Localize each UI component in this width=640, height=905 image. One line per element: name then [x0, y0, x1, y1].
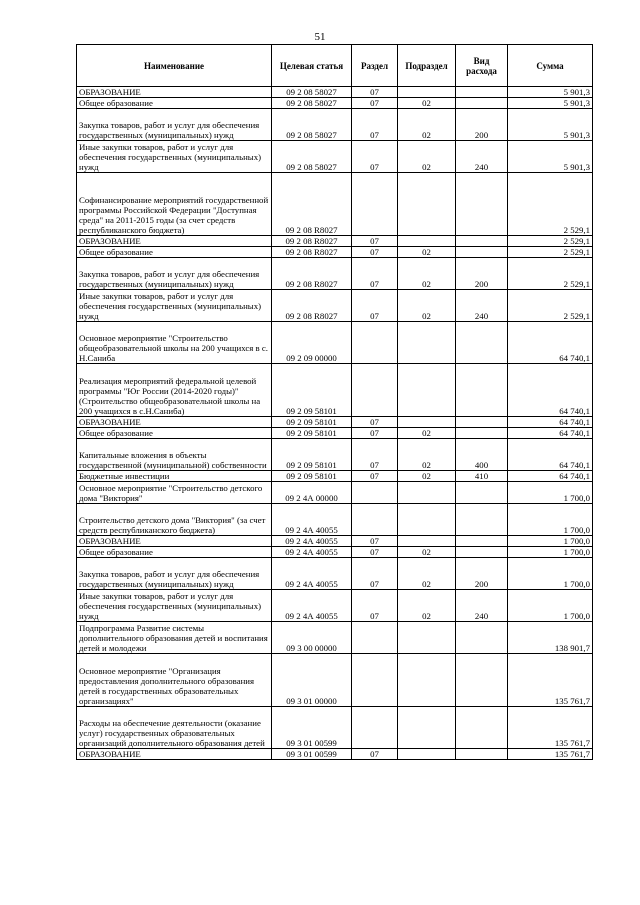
cell-subsection: 02 — [398, 428, 456, 439]
cell-exp-type — [456, 749, 508, 760]
cell-name: Закупка товаров, работ и услуг для обеспечения государственных (муниципальных) нужд — [77, 558, 272, 590]
cell-exp-type — [456, 504, 508, 536]
cell-amount: 138 901,7 — [508, 622, 593, 654]
cell-section — [352, 707, 398, 749]
cell-exp-type — [456, 173, 508, 236]
cell-amount: 1 700,0 — [508, 547, 593, 558]
cell-target: 09 2 08 58027 — [272, 109, 352, 141]
cell-section — [352, 504, 398, 536]
table-row — [77, 109, 593, 141]
cell-exp-type — [456, 364, 508, 417]
cell-section — [352, 654, 398, 707]
cell-exp-type — [456, 247, 508, 258]
cell-amount: 2 529,1 — [508, 236, 593, 247]
cell-name: ОБРАЗОВАНИЕ — [77, 236, 272, 247]
cell-amount: 1 700,0 — [508, 536, 593, 547]
cell-target: 09 2 08 R8027 — [272, 258, 352, 290]
table-row — [77, 707, 593, 749]
table-row — [77, 98, 593, 109]
cell-amount: 64 740,1 — [508, 417, 593, 428]
table-row — [77, 439, 593, 471]
table-row — [77, 290, 593, 322]
cell-section: 07 — [352, 536, 398, 547]
cell-name: Закупка товаров, работ и услуг для обеспечения государственных (муниципальных) нужд — [77, 109, 272, 141]
cell-name: Иные закупки товаров, работ и услуг для обеспечения государственных (муниципальных) нужд — [77, 290, 272, 322]
cell-subsection — [398, 417, 456, 428]
page-number: 51 — [314, 31, 326, 43]
header-subsection: Подраздел — [398, 45, 456, 87]
cell-subsection — [398, 482, 456, 504]
cell-section: 07 — [352, 258, 398, 290]
cell-target: 09 2 4А 40055 — [272, 536, 352, 547]
cell-exp-type — [456, 536, 508, 547]
cell-section — [352, 364, 398, 417]
cell-amount: 2 529,1 — [508, 290, 593, 322]
cell-subsection: 02 — [398, 439, 456, 471]
cell-name: Основное мероприятие "Организация предоставления дополнительного образования детей в государственных образовательных организациях" — [77, 654, 272, 707]
cell-target: 09 2 08 R8027 — [272, 290, 352, 322]
table-row — [77, 236, 593, 247]
cell-section: 07 — [352, 547, 398, 558]
cell-subsection: 02 — [398, 109, 456, 141]
cell-amount: 64 740,1 — [508, 439, 593, 471]
cell-exp-type: 240 — [456, 141, 508, 173]
cell-target: 09 3 01 00599 — [272, 707, 352, 749]
cell-exp-type: 200 — [456, 558, 508, 590]
cell-name: Реализация мероприятий федеральной целевой программы "Юг России (2014-2020 годы)" (Строительство общеобразовательной школы на 200 учащихся в с.Н.Саниба) — [77, 364, 272, 417]
cell-target: 09 2 08 R8027 — [272, 236, 352, 247]
cell-name: Бюджетные инвестиции — [77, 471, 272, 482]
cell-target: 09 3 00 00000 — [272, 622, 352, 654]
table-row — [77, 504, 593, 536]
cell-name: Общее образование — [77, 247, 272, 258]
cell-section: 07 — [352, 749, 398, 760]
cell-section — [352, 173, 398, 236]
cell-section — [352, 322, 398, 364]
cell-amount: 135 761,7 — [508, 707, 593, 749]
cell-target: 09 2 09 58101 — [272, 364, 352, 417]
cell-section: 07 — [352, 439, 398, 471]
cell-name: Общее образование — [77, 98, 272, 109]
cell-subsection — [398, 654, 456, 707]
header-amount: Сумма — [508, 45, 593, 87]
cell-amount: 5 901,3 — [508, 141, 593, 173]
cell-subsection — [398, 622, 456, 654]
cell-name: ОБРАЗОВАНИЕ — [77, 536, 272, 547]
cell-section: 07 — [352, 98, 398, 109]
cell-subsection — [398, 749, 456, 760]
cell-name: Строительство детского дома "Виктория" (за счет средств республиканского бюджета) — [77, 504, 272, 536]
cell-subsection — [398, 504, 456, 536]
cell-section: 07 — [352, 558, 398, 590]
cell-amount: 64 740,1 — [508, 428, 593, 439]
cell-section: 07 — [352, 109, 398, 141]
cell-target: 09 2 08 58027 — [272, 141, 352, 173]
cell-section: 07 — [352, 417, 398, 428]
cell-section: 07 — [352, 87, 398, 98]
cell-subsection — [398, 87, 456, 98]
cell-subsection: 02 — [398, 141, 456, 173]
cell-name: Иные закупки товаров, работ и услуг для обеспечения государственных (муниципальных) нужд — [77, 590, 272, 622]
cell-amount: 64 740,1 — [508, 364, 593, 417]
cell-amount: 2 529,1 — [508, 258, 593, 290]
cell-subsection — [398, 364, 456, 417]
cell-target: 09 2 08 R8027 — [272, 173, 352, 236]
cell-amount: 1 700,0 — [508, 504, 593, 536]
cell-exp-type — [456, 428, 508, 439]
cell-exp-type: 200 — [456, 258, 508, 290]
table-row — [77, 173, 593, 236]
cell-subsection — [398, 707, 456, 749]
cell-subsection: 02 — [398, 590, 456, 622]
table-row — [77, 87, 593, 98]
cell-exp-type — [456, 98, 508, 109]
cell-target: 09 3 01 00599 — [272, 749, 352, 760]
budget-table — [76, 44, 593, 760]
cell-subsection: 02 — [398, 247, 456, 258]
table-header-row — [77, 45, 593, 87]
cell-amount: 5 901,3 — [508, 87, 593, 98]
cell-target: 09 2 4А 40055 — [272, 558, 352, 590]
cell-amount: 1 700,0 — [508, 558, 593, 590]
table-row — [77, 417, 593, 428]
table-row — [77, 536, 593, 547]
cell-subsection: 02 — [398, 558, 456, 590]
table-row — [77, 322, 593, 364]
cell-name: Подпрограмма Развитие системы дополнительного образования детей и воспитания детей и молодежи — [77, 622, 272, 654]
cell-amount: 135 761,7 — [508, 749, 593, 760]
cell-name: Иные закупки товаров, работ и услуг для обеспечения государственных (муниципальных) нужд — [77, 141, 272, 173]
cell-subsection: 02 — [398, 98, 456, 109]
cell-name: ОБРАЗОВАНИЕ — [77, 87, 272, 98]
cell-exp-type — [456, 87, 508, 98]
cell-subsection — [398, 322, 456, 364]
table-row — [77, 364, 593, 417]
cell-exp-type: 410 — [456, 471, 508, 482]
cell-target: 09 2 4А 40055 — [272, 590, 352, 622]
cell-exp-type — [456, 482, 508, 504]
cell-section: 07 — [352, 290, 398, 322]
cell-amount: 1 700,0 — [508, 482, 593, 504]
cell-section: 07 — [352, 590, 398, 622]
cell-section: 07 — [352, 471, 398, 482]
cell-name: Капитальные вложения в объекты государственной (муниципальной) собственности — [77, 439, 272, 471]
cell-target: 09 2 09 58101 — [272, 471, 352, 482]
cell-exp-type: 400 — [456, 439, 508, 471]
table-row — [77, 547, 593, 558]
cell-section — [352, 622, 398, 654]
cell-amount: 64 740,1 — [508, 322, 593, 364]
cell-name: Основное мероприятие "Строительство детского дома "Виктория" — [77, 482, 272, 504]
header-exp-type: Вид расхода — [456, 45, 508, 87]
table-row — [77, 471, 593, 482]
cell-exp-type — [456, 654, 508, 707]
cell-section: 07 — [352, 236, 398, 247]
cell-subsection — [398, 536, 456, 547]
cell-target: 09 2 4А 40055 — [272, 547, 352, 558]
header-target: Целевая статья — [272, 45, 352, 87]
cell-exp-type — [456, 622, 508, 654]
table-row — [77, 622, 593, 654]
cell-amount: 5 901,3 — [508, 109, 593, 141]
cell-section — [352, 482, 398, 504]
cell-exp-type — [456, 417, 508, 428]
cell-exp-type — [456, 322, 508, 364]
table-row — [77, 590, 593, 622]
cell-name: Общее образование — [77, 428, 272, 439]
cell-subsection — [398, 236, 456, 247]
table-row — [77, 654, 593, 707]
cell-exp-type — [456, 707, 508, 749]
cell-exp-type: 240 — [456, 590, 508, 622]
header-name: Наименование — [77, 45, 272, 87]
cell-target: 09 2 4А 00000 — [272, 482, 352, 504]
cell-target: 09 2 09 58101 — [272, 439, 352, 471]
cell-exp-type: 200 — [456, 109, 508, 141]
cell-amount: 135 761,7 — [508, 654, 593, 707]
cell-subsection: 02 — [398, 471, 456, 482]
cell-name: Расходы на обеспечение деятельности (оказание услуг) государственных образовательных организаций дополнительного образования детей — [77, 707, 272, 749]
cell-target: 09 2 08 58027 — [272, 98, 352, 109]
cell-section: 07 — [352, 428, 398, 439]
cell-exp-type — [456, 236, 508, 247]
cell-amount: 64 740,1 — [508, 471, 593, 482]
cell-section: 07 — [352, 141, 398, 173]
table-row — [77, 247, 593, 258]
table-row — [77, 482, 593, 504]
cell-name: ОБРАЗОВАНИЕ — [77, 749, 272, 760]
table-row — [77, 258, 593, 290]
cell-target: 09 2 08 58027 — [272, 87, 352, 98]
cell-target: 09 3 01 00000 — [272, 654, 352, 707]
cell-amount: 2 529,1 — [508, 247, 593, 258]
cell-name: Основное мероприятие "Строительство общеобразовательной школы на 200 учащихся в с. Н.Саниба — [77, 322, 272, 364]
cell-subsection — [398, 173, 456, 236]
table-row — [77, 558, 593, 590]
cell-subsection: 02 — [398, 258, 456, 290]
cell-subsection: 02 — [398, 547, 456, 558]
table-row — [77, 428, 593, 439]
table-row — [77, 141, 593, 173]
cell-name: Закупка товаров, работ и услуг для обеспечения государственных (муниципальных) нужд — [77, 258, 272, 290]
cell-subsection: 02 — [398, 290, 456, 322]
header-section: Раздел — [352, 45, 398, 87]
cell-target: 09 2 09 58101 — [272, 428, 352, 439]
cell-amount: 1 700,0 — [508, 590, 593, 622]
cell-target: 09 2 08 R8027 — [272, 247, 352, 258]
table-row — [77, 749, 593, 760]
cell-name: Софинансирование мероприятий государственной программы Российской Федерации "Доступная среда" на 2011-2015 годы (за счет средств республиканского бюджета) — [77, 173, 272, 236]
cell-target: 09 2 09 58101 — [272, 417, 352, 428]
cell-amount: 5 901,3 — [508, 98, 593, 109]
cell-section: 07 — [352, 247, 398, 258]
cell-name: ОБРАЗОВАНИЕ — [77, 417, 272, 428]
cell-target: 09 2 4А 40055 — [272, 504, 352, 536]
cell-target: 09 2 09 00000 — [272, 322, 352, 364]
cell-name: Общее образование — [77, 547, 272, 558]
cell-amount: 2 529,1 — [508, 173, 593, 236]
cell-exp-type — [456, 547, 508, 558]
cell-exp-type: 240 — [456, 290, 508, 322]
